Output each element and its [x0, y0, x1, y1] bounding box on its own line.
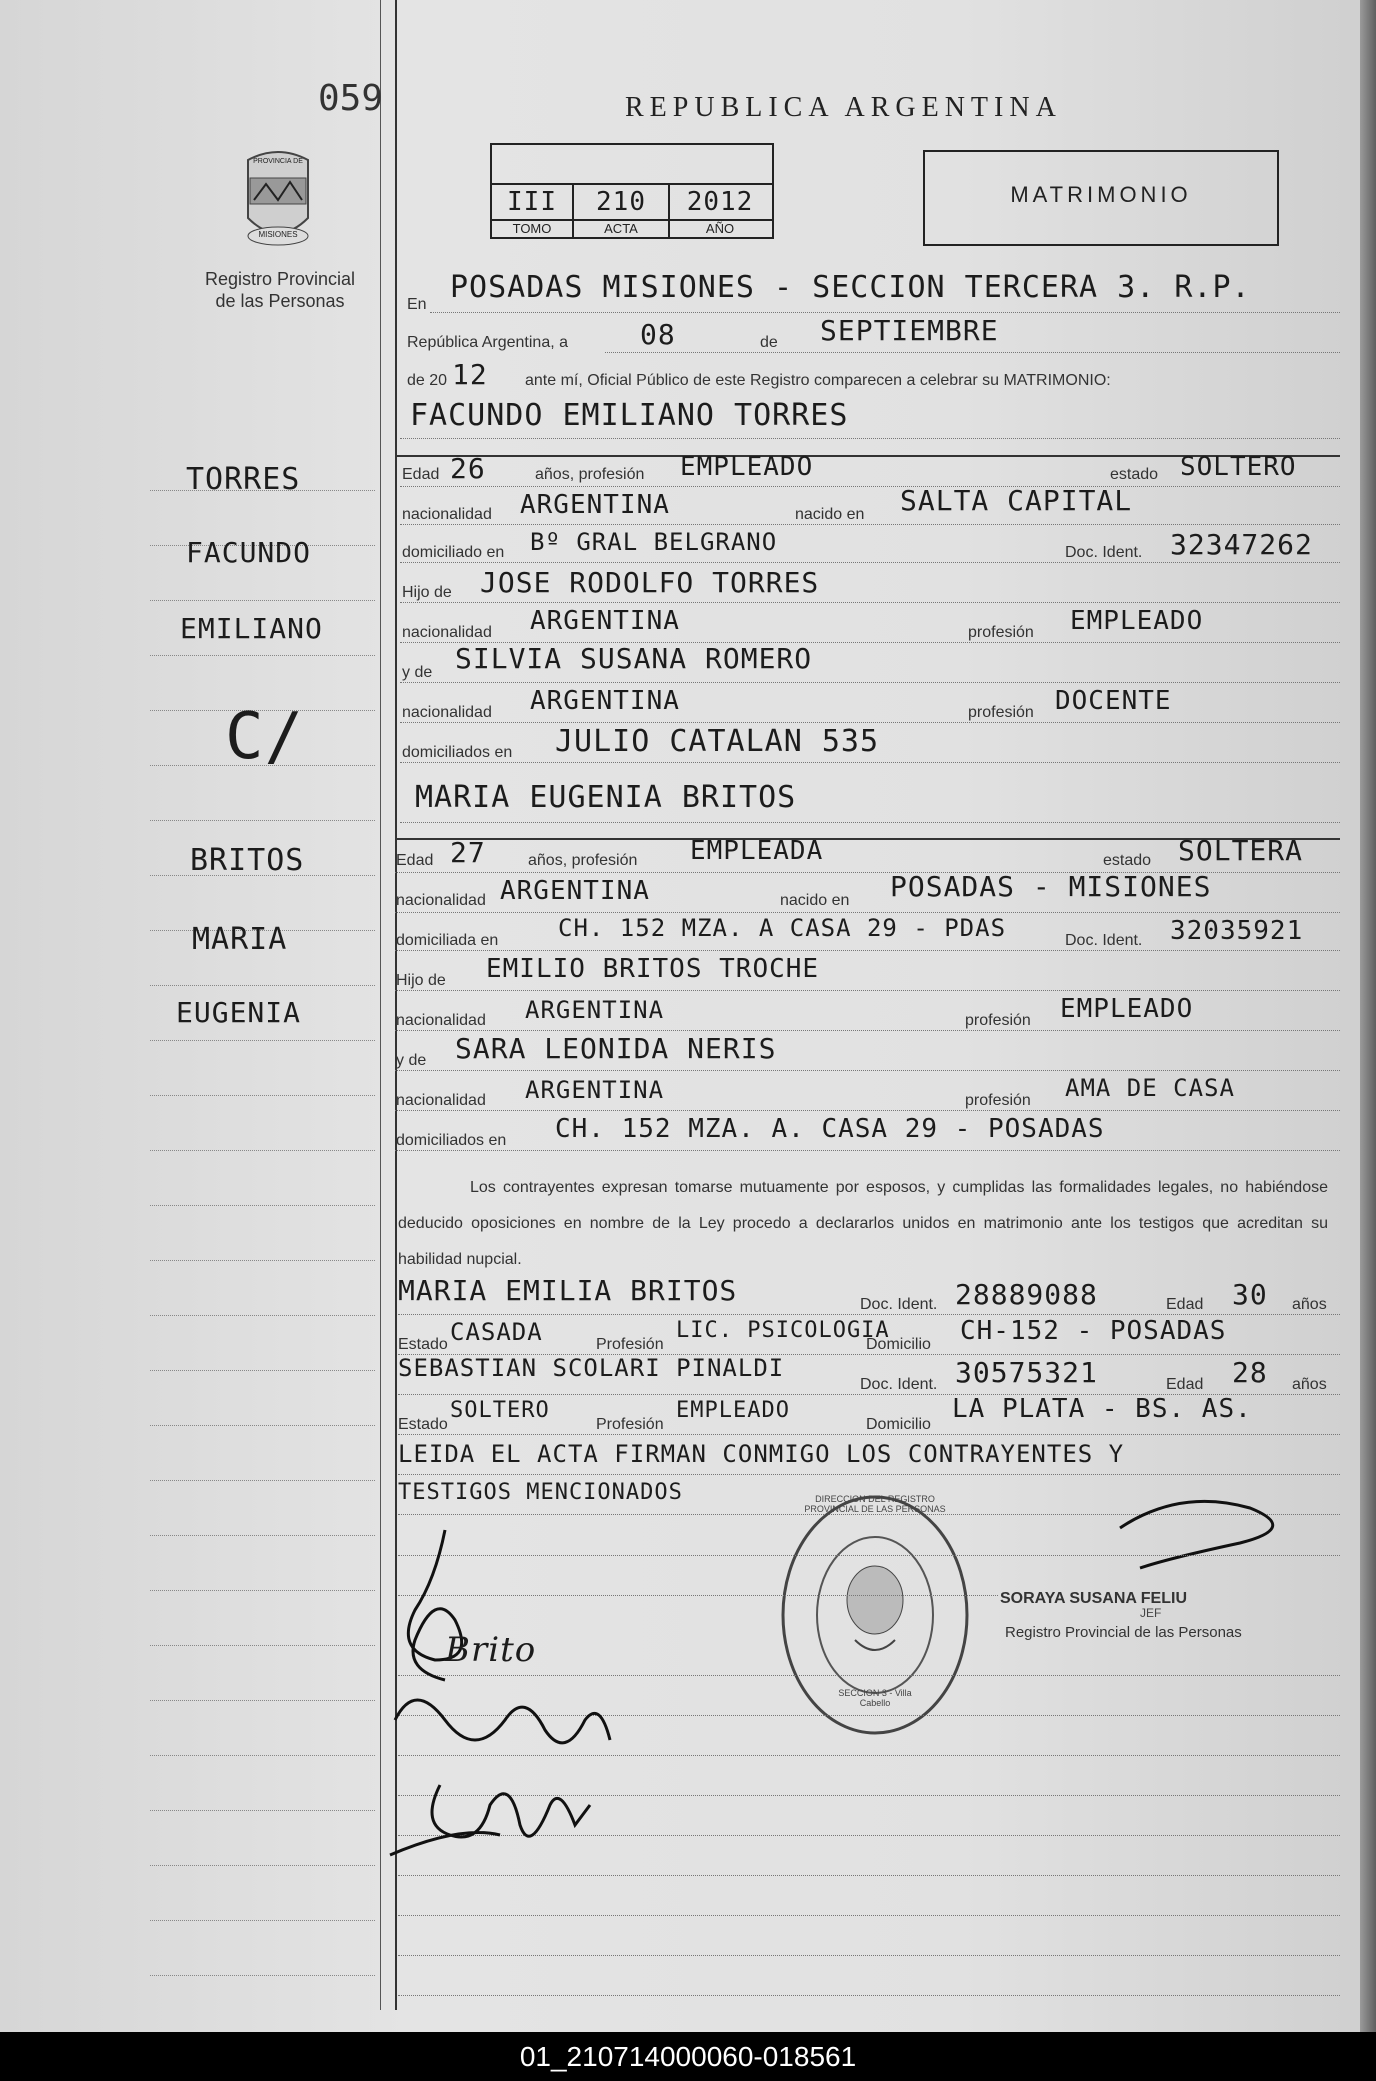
bride-yde-label: y de — [396, 1052, 427, 1069]
footer-filename: 01_210714000060-018561 — [0, 2032, 1376, 2081]
logo-banner-top: PROVINCIA DE — [253, 158, 303, 165]
book-edge — [1360, 0, 1376, 2032]
margin-name-groom-2: EMILIANO — [180, 612, 323, 645]
anos-profesion-label: años, profesión — [535, 466, 645, 483]
groom-father-profession: EMPLEADO — [1070, 606, 1204, 636]
witness-2-edad-label: Edad — [1166, 1376, 1204, 1393]
yde-label: y de — [402, 664, 433, 681]
country-title: REPUBLICA ARGENTINA — [625, 92, 1062, 123]
witness-1-domicilio-label: Domicilio — [866, 1336, 931, 1353]
witness-1-doc: 28889088 — [955, 1278, 1098, 1311]
acta-value: 210 — [596, 187, 646, 217]
bride-parents-domicile: CH. 152 MZA. A. CASA 29 - POSADAS — [555, 1114, 1105, 1144]
groom-estado: SOLTERO — [1180, 452, 1297, 482]
declaration-text: Los contrayentes expresan tomarse mutuamente por esposos, y cumplidas las formalidades legales, no habiéndose deducido oposiciones en nombre de la Ley procedo a declararlos unidos en matrimonio ante los testigos que acreditan su habilidad nupcial. — [398, 1179, 1328, 1268]
groom-domicile: Bº GRAL BELGRANO — [530, 528, 778, 556]
bride-father-profession-label: profesión — [965, 1012, 1031, 1029]
official-stamp — [775, 1490, 975, 1740]
witness-1-edad-label: Edad — [1166, 1296, 1204, 1313]
witness-2-doc: 30575321 — [955, 1356, 1098, 1389]
bride-estado-label: estado — [1103, 852, 1152, 869]
act-type: MATRIMONIO — [1010, 182, 1192, 207]
bride-domiciliados-label: domiciliados en — [396, 1132, 507, 1149]
bride-doc-label: Doc. Ident. — [1065, 932, 1143, 949]
groom-father: JOSE RODOLFO TORRES — [480, 566, 820, 599]
bride-mother-profession: AMA DE CASA — [1065, 1074, 1235, 1102]
witness-1-anos-label: años — [1292, 1296, 1327, 1313]
bride-mother: SARA LEONIDA NERIS — [455, 1032, 777, 1065]
mother-nationality-label: nacionalidad — [402, 704, 492, 721]
day: 08 — [640, 318, 676, 351]
bride-nationality: ARGENTINA — [500, 876, 650, 906]
nacido-label: nacido en — [795, 506, 865, 523]
groom-mother: SILVIA SUSANA ROMERO — [455, 642, 813, 675]
bride-mother-profession-label: profesión — [965, 1092, 1031, 1109]
de-label: de — [760, 334, 778, 351]
edad-label: Edad — [402, 466, 440, 483]
domiciliado-label: domiciliado en — [402, 544, 505, 561]
year-suffix: 12 — [452, 358, 488, 391]
bride-domiciliada-label: domiciliada en — [396, 932, 499, 949]
registry-name: Registro Provincial de las Personas — [204, 269, 356, 311]
witness-2-anos-label: años — [1292, 1376, 1327, 1393]
signature-witness-2 — [380, 1765, 640, 1875]
groom-birthplace: SALTA CAPITAL — [900, 484, 1133, 517]
logo-banner-bottom: MISIONES — [258, 230, 298, 239]
republica-label: República Argentina, a — [407, 334, 568, 351]
anio-label: AÑO — [705, 221, 735, 236]
groom-nationality: ARGENTINA — [520, 490, 670, 520]
witness-1-profession: LIC. PSICOLOGIA — [676, 1318, 890, 1343]
father-profession-label: profesión — [968, 624, 1034, 641]
witness-2-estado: SOLTERO — [450, 1398, 550, 1423]
registry-logo — [238, 148, 318, 250]
bride-estado: SOLTERA — [1178, 834, 1304, 867]
margin-surname-bride: BRITOS — [190, 843, 305, 878]
mother-profession-label: profesión — [968, 704, 1034, 721]
bride-profession: EMPLEADA — [690, 836, 824, 866]
groom-doc: 32347262 — [1170, 528, 1313, 561]
signature-bride: Brito — [445, 1630, 537, 1670]
closing-note-2: TESTIGOS MENCIONADOS — [398, 1480, 683, 1505]
bride-mother-nationality: ARGENTINA — [525, 1076, 665, 1104]
hijo-label: Hijo de — [402, 584, 452, 601]
column-divider-thin — [380, 0, 381, 2010]
witness-1-doc-label: Doc. Ident. — [860, 1296, 938, 1313]
witness-1-estado-label: Estado — [398, 1336, 448, 1353]
tomo-label: TOMO — [512, 221, 552, 236]
witness-2-estado-label: Estado — [398, 1416, 448, 1433]
official-role: JEF — [1140, 1606, 1162, 1620]
bride-domicile: CH. 152 MZA. A CASA 29 - PDAS — [558, 914, 1007, 942]
place: POSADAS MISIONES - SECCION TERCERA 3. R.P. — [450, 270, 1251, 305]
witness-1-estado: CASADA — [450, 1318, 543, 1346]
bride-father-nationality-label: nacionalidad — [396, 1012, 486, 1029]
page-number: 059 — [318, 78, 384, 119]
margin-name-bride-2: EUGENIA — [176, 996, 302, 1029]
marriage-statement: ante mí, Oficial Público de este Registro comparecen a celebrar su MATRIMONIO: — [525, 372, 1111, 389]
signature-witness-1 — [385, 1680, 625, 1770]
official-institution: Registro Provincial de las Personas — [1005, 1624, 1242, 1641]
year-prefix: de 20 — [407, 372, 448, 389]
bride-mother-nationality-label: nacionalidad — [396, 1092, 486, 1109]
witness-2-name: SEBASTIAN SCOLARI PINALDI — [398, 1354, 785, 1382]
father-nationality-label: nacionalidad — [402, 624, 492, 641]
witness-1-name: MARIA EMILIA BRITOS — [398, 1274, 738, 1307]
en-label: En — [407, 296, 427, 313]
groom-profession: EMPLEADO — [680, 452, 814, 482]
witness-2-age: 28 — [1232, 1356, 1268, 1389]
bride-age: 27 — [450, 836, 486, 869]
act-type-box — [923, 150, 1279, 246]
nacionalidad-label: nacionalidad — [402, 506, 492, 523]
bride-doc: 32035921 — [1170, 916, 1304, 946]
groom-age: 26 — [450, 452, 486, 485]
stamp-ring-text: DIRECCION DEL REGISTRO PROVINCIAL DE LAS PERSONAS — [804, 1494, 946, 1514]
domiciliados-label: domiciliados en — [402, 744, 513, 761]
month: SEPTIEMBRE — [820, 314, 999, 347]
witness-2-doc-label: Doc. Ident. — [860, 1376, 938, 1393]
acta-label: ACTA — [604, 221, 638, 236]
bride-father: EMILIO BRITOS TROCHE — [486, 954, 820, 984]
margin-name-groom-1: FACUNDO — [186, 536, 312, 569]
official-name: SORAYA SUSANA FELIU — [1000, 1590, 1187, 1607]
closing-note-1: LEIDA EL ACTA FIRMAN CONMIGO LOS CONTRAYENTES Y — [398, 1440, 1125, 1468]
witness-2-profesion-label: Profesión — [596, 1416, 664, 1433]
anio-value: 2012 — [686, 187, 754, 217]
bride-nacionalidad-label: nacionalidad — [396, 892, 486, 909]
margin-connector: C/ — [225, 700, 305, 774]
bride-hijo-label: Hijo de — [396, 972, 446, 989]
witness-1-domicile: CH-152 - POSADAS — [960, 1316, 1227, 1346]
doc-label: Doc. Ident. — [1065, 544, 1143, 561]
stamp-center-text: SECCION 3 - Villa Cabello — [838, 1688, 912, 1708]
bride-anos-profesion-label: años, profesión — [528, 852, 638, 869]
tomo-value: III — [507, 187, 557, 217]
witness-2-domicile: LA PLATA - BS. AS. — [952, 1394, 1252, 1424]
bride-father-nationality: ARGENTINA — [525, 996, 665, 1024]
bride-name: MARIA EUGENIA BRITOS — [415, 780, 797, 815]
bride-birthplace: POSADAS - MISIONES — [890, 870, 1212, 903]
groom-father-nationality: ARGENTINA — [530, 606, 680, 636]
witness-2-domicilio-label: Domicilio — [866, 1416, 931, 1433]
groom-name: FACUNDO EMILIANO TORRES — [410, 398, 849, 433]
groom-parents-domicile: JULIO CATALAN 535 — [555, 724, 880, 759]
groom-mother-profession: DOCENTE — [1055, 686, 1172, 716]
official-signature — [1100, 1488, 1320, 1578]
bride-nacido-label: nacido en — [780, 892, 850, 909]
bride-father-profession: EMPLEADO — [1060, 994, 1194, 1024]
witness-1-profesion-label: Profesión — [596, 1336, 664, 1353]
estado-label: estado — [1110, 466, 1159, 483]
tomo-acta-box — [490, 143, 774, 239]
margin-name-bride-1: MARIA — [192, 922, 288, 957]
margin-surname-groom: TORRES — [186, 462, 301, 497]
witness-2-profession: EMPLEADO — [676, 1398, 790, 1423]
groom-mother-nationality: ARGENTINA — [530, 686, 680, 716]
bride-edad-label: Edad — [396, 852, 434, 869]
witness-1-age: 30 — [1232, 1278, 1268, 1311]
